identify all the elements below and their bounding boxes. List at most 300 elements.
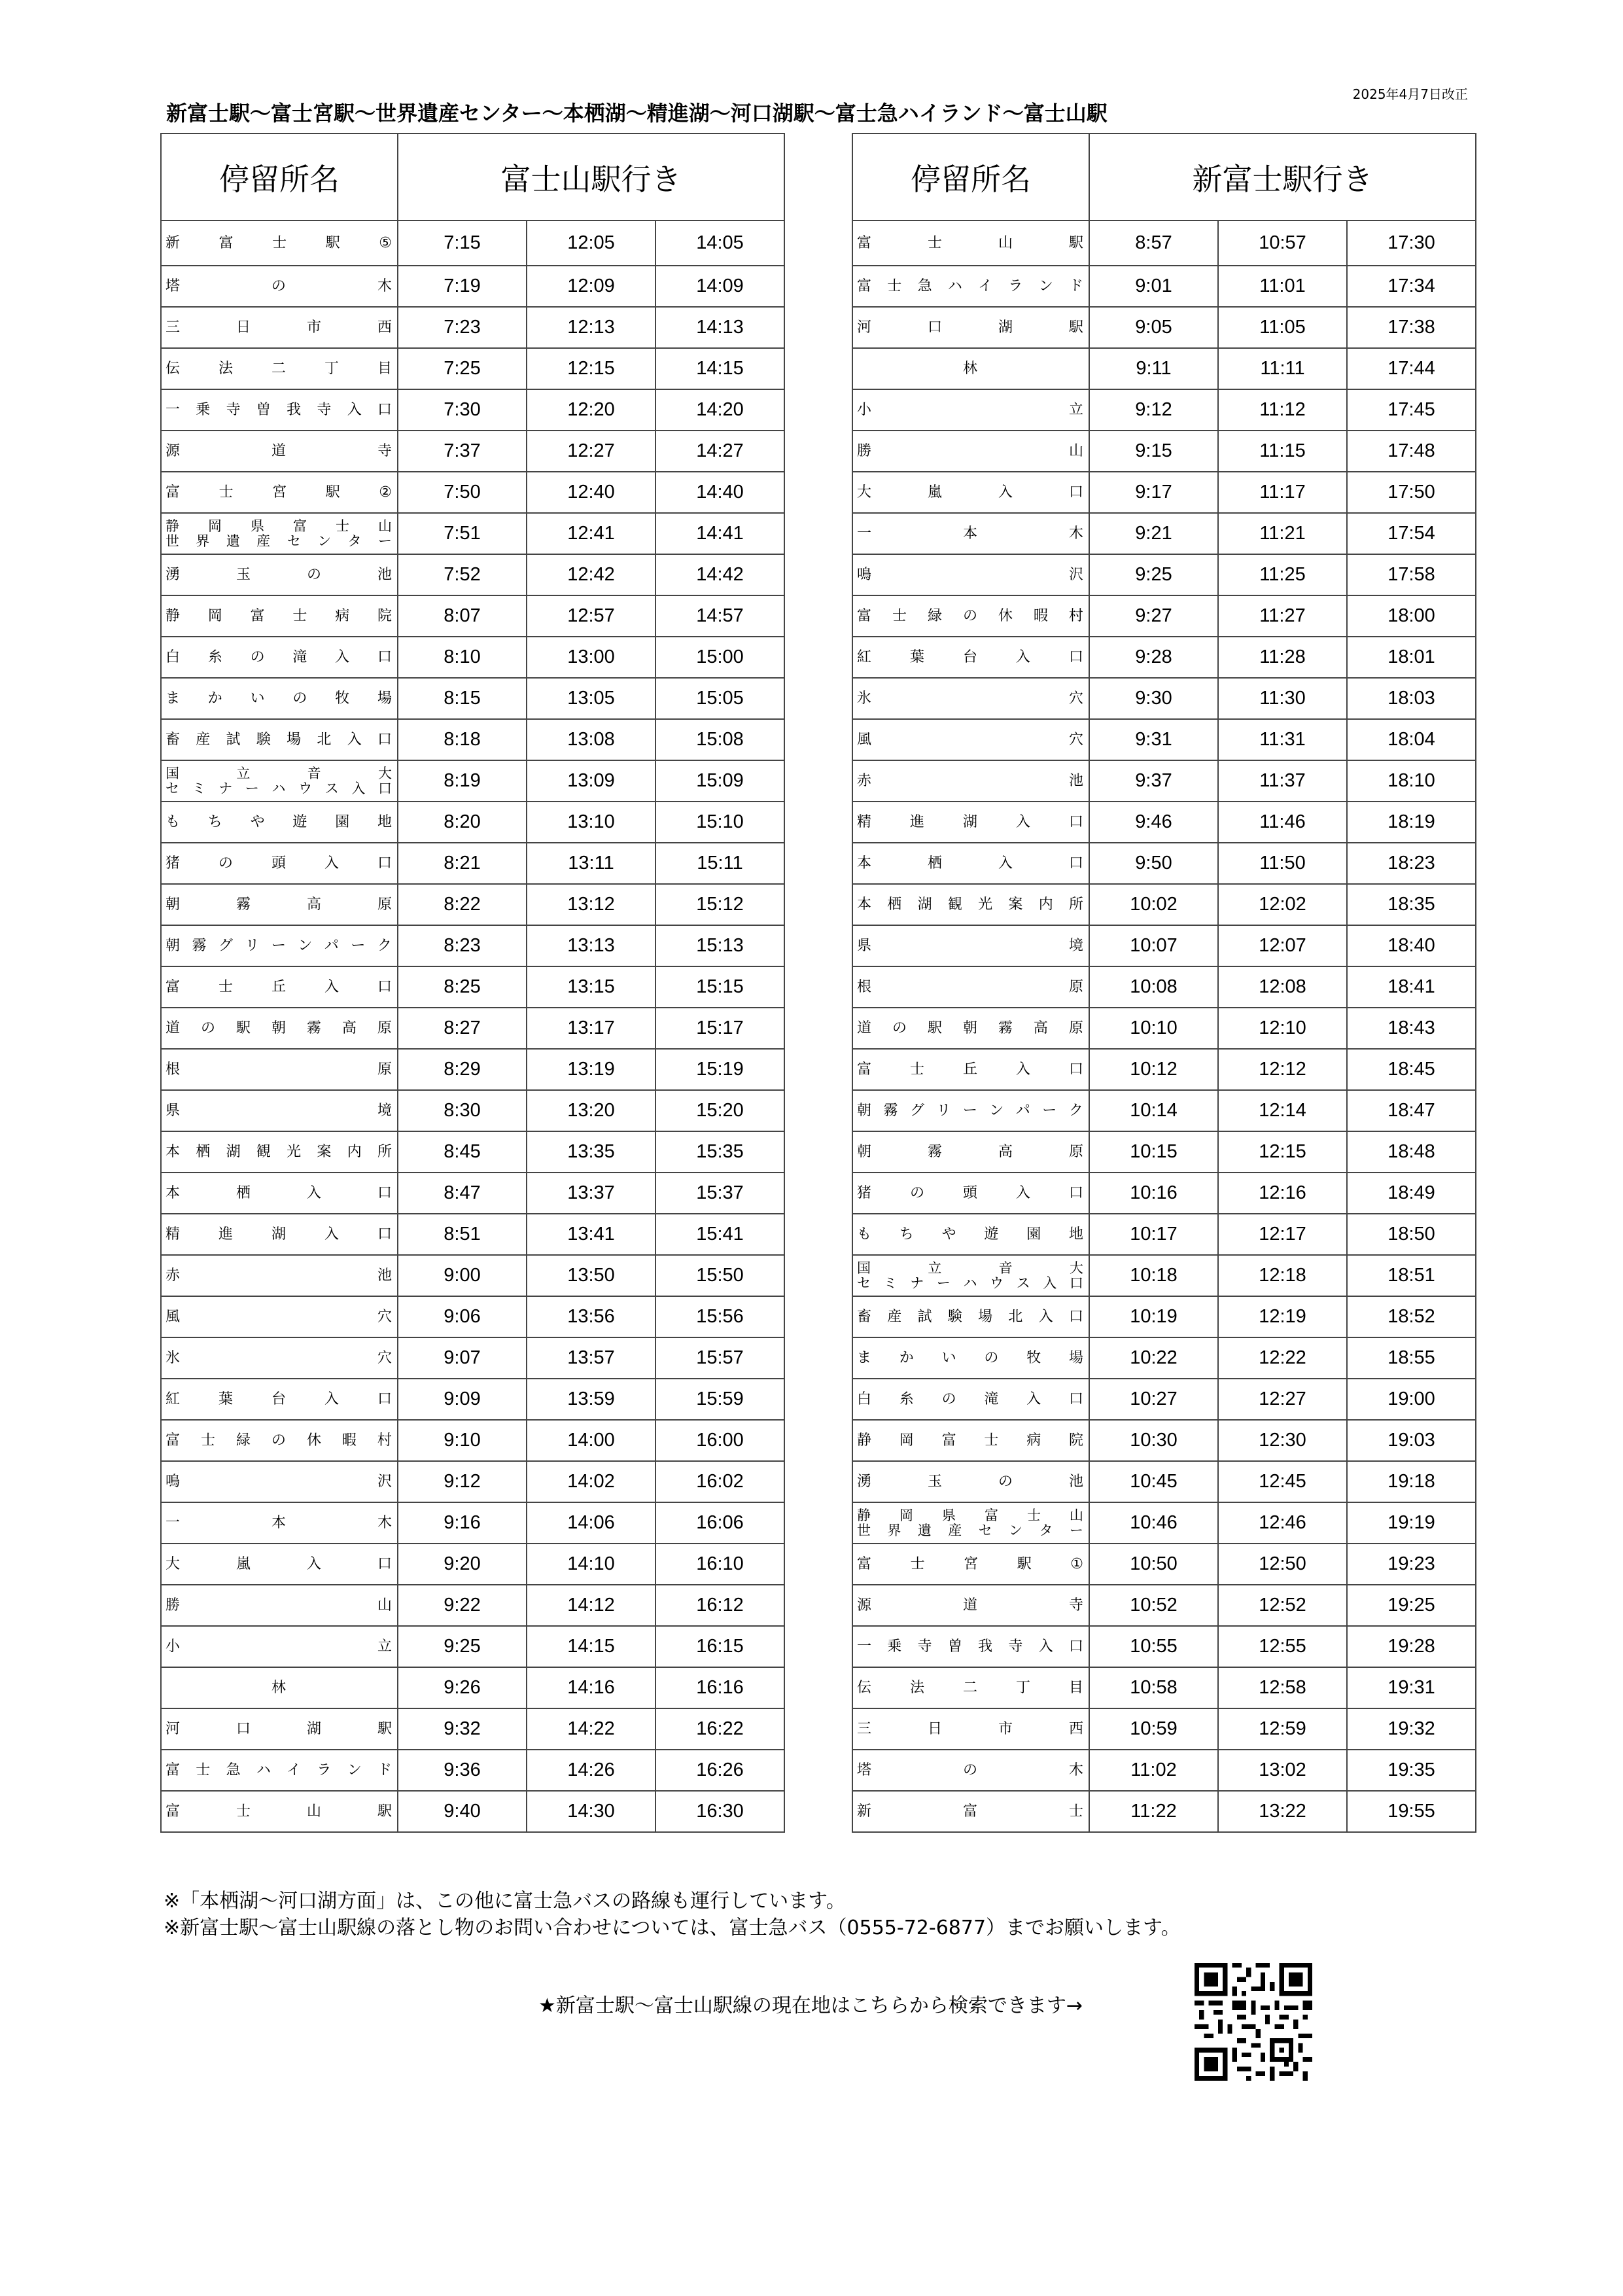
departure-time: 12:15 [527,348,655,389]
timetable-row [161,1379,784,1420]
departure-time: 11:05 [1218,307,1347,348]
departure-time: 16:30 [655,1791,784,1832]
departure-time: 7:30 [398,389,527,431]
stop-cell [161,925,398,966]
stop-name: 林 [271,1679,286,1696]
stop-name: 畜 産 試 験 場 北 入 口 [857,1308,1083,1325]
departure-time: 9:27 [1089,595,1218,637]
departure-time: 10:07 [1089,925,1218,966]
timetable-row [852,1750,1476,1791]
stop-name-line: 国 立 音 大 [857,1260,1083,1276]
departure-time: 15:41 [655,1214,784,1255]
departure-time: 9:25 [1089,554,1218,595]
stop-header: 停留所名 [852,133,1089,221]
departure-time: 10:12 [1089,1049,1218,1090]
stop-name-line: 国 立 音 大 [166,766,392,781]
departure-time: 19:18 [1347,1461,1476,1502]
departure-time: 18:03 [1347,678,1476,719]
departure-time: 11:01 [1218,266,1347,307]
timetable-row [161,348,784,389]
departure-time: 11:27 [1218,595,1347,637]
departure-time: 15:15 [655,966,784,1008]
departure-time: 14:15 [655,348,784,389]
stop-name: 湧 玉 の 池 [857,1473,1083,1490]
stop-cell [161,1750,398,1791]
outbound-timetable [160,133,785,1833]
departure-time: 14:26 [527,1750,655,1791]
departure-time: 12:19 [1218,1296,1347,1337]
stop-name: 源 道 寺 [166,442,392,459]
timetable-row [852,348,1476,389]
departure-time: 16:10 [655,1544,784,1585]
departure-time: 12:55 [1218,1626,1347,1667]
stop-name: 源 道 寺 [857,1597,1083,1614]
timetable-row [852,1708,1476,1750]
stop-cell [161,843,398,884]
timetable-row [161,1544,784,1585]
timetable-row [852,1049,1476,1090]
departure-time: 19:00 [1347,1379,1476,1420]
note-line: ※新富士駅〜富士山駅線の落とし物のお問い合わせについては、富士急バス（0555-72-6877）までお願いします。 [164,1916,1181,1939]
departure-time: 14:22 [527,1708,655,1750]
stop-cell [852,802,1089,843]
departure-time: 19:19 [1347,1502,1476,1544]
departure-time: 11:37 [1218,760,1347,802]
departure-time: 15:05 [655,678,784,719]
departure-time: 11:31 [1218,719,1347,760]
departure-time: 9:01 [1089,266,1218,307]
timetable-row [852,472,1476,513]
stop-name: 林 [962,360,977,377]
stop-cell [161,1214,398,1255]
stop-name: 県 境 [857,937,1083,954]
timetable-row [852,595,1476,637]
departure-time: 13:05 [527,678,655,719]
stop-cell [161,554,398,595]
departure-time: 18:41 [1347,966,1476,1008]
departure-time: 12:50 [1218,1544,1347,1585]
timetable-row [852,637,1476,678]
stop-cell [161,966,398,1008]
stop-cell [161,1090,398,1131]
timetable-row [161,1750,784,1791]
stop-cell [161,678,398,719]
stop-cell [852,595,1089,637]
departure-time: 16:12 [655,1585,784,1626]
stop-cell [852,1502,1089,1544]
departure-time: 18:47 [1347,1090,1476,1131]
stop-name: 紅 葉 台 入 口 [166,1390,392,1407]
departure-time: 15:19 [655,1049,784,1090]
departure-time: 15:35 [655,1131,784,1173]
departure-time: 13:22 [1218,1791,1347,1832]
stop-name: 本 栖 湖 観 光 案 内 所 [166,1143,392,1160]
stop-cell [161,884,398,925]
departure-time: 9:06 [398,1296,527,1337]
stop-cell [161,1379,398,1420]
timetable-row [161,472,784,513]
stop-cell [852,389,1089,431]
timetable-row [161,1667,784,1708]
departure-time: 9:15 [1089,431,1218,472]
stop-name: 塔 の 木 [857,1761,1083,1778]
stop-name: 白 糸 の 滝 入 口 [166,648,392,665]
qr-code-icon[interactable] [1195,1963,1312,2081]
departure-time: 15:17 [655,1008,784,1049]
timetable-row [161,678,784,719]
departure-time: 10:08 [1089,966,1218,1008]
departure-time: 13:13 [527,925,655,966]
departure-time: 12:20 [527,389,655,431]
departure-time: 15:09 [655,760,784,802]
timetable-row [852,1544,1476,1585]
departure-time: 11:25 [1218,554,1347,595]
departure-time: 12:59 [1218,1708,1347,1750]
route-title: 新富士駅〜富士宮駅〜世界遺産センター〜本栖湖〜精進湖〜河口湖駅〜富士急ハイランド〜富士山駅 [166,101,1108,126]
departure-time: 14:42 [655,554,784,595]
departure-time: 11:28 [1218,637,1347,678]
departure-time: 19:03 [1347,1420,1476,1461]
stop-name: 一 本 木 [166,1514,392,1531]
stop-cell [161,637,398,678]
departure-time: 8:27 [398,1008,527,1049]
timetable-row [852,513,1476,554]
departure-time: 9:17 [1089,472,1218,513]
stop-name: 静 岡 富 士 病 院 [857,1432,1083,1449]
departure-time: 8:15 [398,678,527,719]
timetable-row [852,1667,1476,1708]
stop-name: 一 乗 寺 曽 我 寺 入 口 [857,1638,1083,1655]
departure-time: 18:04 [1347,719,1476,760]
departure-time: 19:35 [1347,1750,1476,1791]
notes [164,1888,1181,1941]
timetable-row [852,1791,1476,1832]
departure-time: 14:06 [527,1502,655,1544]
departure-time: 7:52 [398,554,527,595]
departure-time: 9:05 [1089,307,1218,348]
departure-time: 7:37 [398,431,527,472]
stop-name: 鳴 沢 [857,566,1083,583]
departure-time: 11:02 [1089,1750,1218,1791]
stop-name: 白 糸 の 滝 入 口 [857,1390,1083,1407]
departure-time: 9:12 [1089,389,1218,431]
departure-time: 8:30 [398,1090,527,1131]
departure-time: 10:52 [1089,1585,1218,1626]
stop-cell [852,1296,1089,1337]
stop-cell [852,348,1089,389]
departure-time: 18:52 [1347,1296,1476,1337]
timetable-row [852,221,1476,266]
departure-time: 18:00 [1347,595,1476,637]
timetable-row [161,884,784,925]
departure-time: 10:45 [1089,1461,1218,1502]
stop-name: 新 富 士 駅 ⑤ [166,234,392,251]
timetable-row [852,760,1476,802]
stop-cell [852,884,1089,925]
departure-time: 7:15 [398,221,527,266]
departure-time: 13:09 [527,760,655,802]
stop-name: 富 士 丘 入 口 [857,1061,1083,1078]
departure-time: 14:10 [527,1544,655,1585]
departure-time: 11:46 [1218,802,1347,843]
stop-cell [161,1626,398,1667]
departure-time: 11:21 [1218,513,1347,554]
departure-time: 10:22 [1089,1337,1218,1379]
departure-time: 9:40 [398,1791,527,1832]
departure-time: 16:02 [655,1461,784,1502]
direction-header: 富士山駅行き [398,133,784,221]
timetable-row [161,513,784,554]
departure-time: 9:25 [398,1626,527,1667]
stop-name: も ち や 遊 園 地 [166,813,392,830]
stop-cell [161,221,398,266]
stop-cell [852,221,1089,266]
departure-time: 11:30 [1218,678,1347,719]
departure-time: 13:02 [1218,1750,1347,1791]
stop-name-line: 静 岡 県 富 士 山 [857,1508,1083,1523]
stop-cell [161,595,398,637]
timetable-row [161,1131,784,1173]
timetable-row [852,389,1476,431]
direction-header: 新富士駅行き [1089,133,1476,221]
departure-time: 18:35 [1347,884,1476,925]
stop-header: 停留所名 [161,133,398,221]
note-line: ※「本栖湖〜河口湖方面」は、この他に富士急バスの路線も運行しています。 [164,1890,846,1913]
stop-cell [852,1420,1089,1461]
departure-time: 19:31 [1347,1667,1476,1708]
departure-time: 8:23 [398,925,527,966]
stop-name: 畜 産 試 験 場 北 入 口 [166,731,392,748]
stop-name: 静 岡 富 士 病 院 [166,607,392,624]
stop-cell [161,1049,398,1090]
departure-time: 16:26 [655,1750,784,1791]
departure-time: 11:15 [1218,431,1347,472]
stop-cell [852,843,1089,884]
departure-time: 8:45 [398,1131,527,1173]
stop-name: 根 原 [166,1061,392,1078]
stop-cell [161,1502,398,1544]
departure-time: 12:02 [1218,884,1347,925]
departure-time: 16:06 [655,1502,784,1544]
departure-time: 12:45 [1218,1461,1347,1502]
stop-name: 精 進 湖 入 口 [857,813,1083,830]
departure-time: 15:56 [655,1296,784,1337]
timetable-row [161,1708,784,1750]
timetable-row [852,1173,1476,1214]
stop-cell [852,966,1089,1008]
stop-name: 一 乗 寺 曽 我 寺 入 口 [166,401,392,418]
timetable-row [852,1585,1476,1626]
stop-cell [161,1544,398,1585]
stop-cell [161,472,398,513]
departure-time: 16:00 [655,1420,784,1461]
departure-time: 8:57 [1089,221,1218,266]
departure-time: 13:50 [527,1255,655,1296]
timetable-row [852,884,1476,925]
stop-name: ま か い の 牧 場 [857,1349,1083,1366]
stop-cell [852,1667,1089,1708]
timetable-row [852,307,1476,348]
departure-time: 17:50 [1347,472,1476,513]
stop-cell [852,1090,1089,1131]
departure-time: 9:32 [398,1708,527,1750]
stop-cell [852,1214,1089,1255]
departure-time: 9:30 [1089,678,1218,719]
timetable-row [161,1090,784,1131]
stop-name: 猪 の 頭 入 口 [166,855,392,872]
departure-time: 13:57 [527,1337,655,1379]
departure-time: 8:19 [398,760,527,802]
stop-name: 根 原 [857,978,1083,995]
departure-time: 15:08 [655,719,784,760]
stop-cell [161,1461,398,1502]
departure-time: 12:52 [1218,1585,1347,1626]
departure-time: 10:18 [1089,1255,1218,1296]
departure-time: 10:27 [1089,1379,1218,1420]
timetable-row [852,678,1476,719]
timetable-row [161,431,784,472]
qr-caption: ★新富士駅〜富士山駅線の現在地はこちらから検索できます→ [538,1994,1083,2017]
departure-time: 18:49 [1347,1173,1476,1214]
departure-time: 9:11 [1089,348,1218,389]
departure-time: 12:13 [527,307,655,348]
stop-cell [852,1461,1089,1502]
timetable-row [161,389,784,431]
stop-name: 河 口 湖 駅 [166,1720,392,1737]
departure-time: 15:00 [655,637,784,678]
departure-time: 14:20 [655,389,784,431]
departure-time: 17:38 [1347,307,1476,348]
stop-cell [161,1255,398,1296]
timetable-row [161,1420,784,1461]
departure-time: 12:10 [1218,1008,1347,1049]
departure-time: 10:59 [1089,1708,1218,1750]
stop-cell [161,1585,398,1626]
stop-name: 県 境 [166,1102,392,1119]
departure-time: 9:12 [398,1461,527,1502]
departure-time: 18:23 [1347,843,1476,884]
stop-name: 本 栖 湖 観 光 案 内 所 [857,896,1083,913]
departure-time: 8:20 [398,802,527,843]
departure-time: 12:58 [1218,1667,1347,1708]
departure-time: 14:13 [655,307,784,348]
stop-name: 富 士 緑 の 休 暇 村 [166,1432,392,1449]
stop-cell [852,307,1089,348]
timetable-row [161,802,784,843]
departure-time: 18:50 [1347,1214,1476,1255]
departure-time: 14:30 [527,1791,655,1832]
timetable-row [852,1008,1476,1049]
stop-name: 三 日 市 西 [857,1720,1083,1737]
stop-cell [161,513,398,554]
departure-time: 13:59 [527,1379,655,1420]
departure-time: 17:58 [1347,554,1476,595]
stop-name: 勝 山 [857,442,1083,459]
timetable-row [161,1173,784,1214]
stop-name: 本 栖 入 口 [857,855,1083,872]
departure-time: 14:05 [655,221,784,266]
departure-time: 12:05 [527,221,655,266]
departure-time: 12:41 [527,513,655,554]
departure-time: 9:31 [1089,719,1218,760]
departure-time: 12:30 [1218,1420,1347,1461]
timetable-row [161,1296,784,1337]
departure-time: 15:11 [655,843,784,884]
stop-name: ま か い の 牧 場 [166,690,392,707]
stop-cell [852,431,1089,472]
timetable-row [161,266,784,307]
departure-time: 13:17 [527,1008,655,1049]
stop-name: 道 の 駅 朝 霧 高 原 [857,1019,1083,1036]
departure-time: 15:12 [655,884,784,925]
departure-time: 13:00 [527,637,655,678]
departure-time: 15:59 [655,1379,784,1420]
stop-cell [161,389,398,431]
stop-cell [161,1008,398,1049]
departure-time: 18:43 [1347,1008,1476,1049]
timetable-row [161,843,784,884]
timetable-row [161,1502,784,1544]
departure-time: 12:15 [1218,1131,1347,1173]
departure-time: 8:25 [398,966,527,1008]
stop-name: 風 穴 [166,1308,392,1325]
departure-time: 10:58 [1089,1667,1218,1708]
timetable-row [852,843,1476,884]
departure-time: 14:15 [527,1626,655,1667]
stop-name: 赤 池 [166,1267,392,1284]
timetable-row [161,595,784,637]
stop-cell [852,1791,1089,1832]
departure-time: 13:19 [527,1049,655,1090]
stop-name: 紅 葉 台 入 口 [857,648,1083,665]
departure-time: 10:15 [1089,1131,1218,1173]
departure-time: 9:21 [1089,513,1218,554]
departure-time: 17:44 [1347,348,1476,389]
timetable-row [161,554,784,595]
stop-cell [852,1131,1089,1173]
departure-time: 8:22 [398,884,527,925]
departure-time: 9:16 [398,1502,527,1544]
departure-time: 7:23 [398,307,527,348]
departure-time: 14:00 [527,1420,655,1461]
departure-time: 9:50 [1089,843,1218,884]
departure-time: 9:07 [398,1337,527,1379]
timetable-row [852,925,1476,966]
stop-name: 塔 の 木 [166,277,392,294]
timetable-row [161,719,784,760]
departure-time: 14:27 [655,431,784,472]
stop-name: 富 士 山 駅 [166,1803,392,1820]
departure-time: 7:19 [398,266,527,307]
stop-cell [161,802,398,843]
departure-time: 15:57 [655,1337,784,1379]
stop-name: 新 富 士 [857,1803,1083,1820]
departure-time: 12:16 [1218,1173,1347,1214]
stop-name: 精 進 湖 入 口 [166,1226,392,1243]
stop-name-line: 静 岡 県 富 士 山 [166,518,392,534]
stop-name: 鳴 沢 [166,1473,392,1490]
departure-time: 7:50 [398,472,527,513]
departure-time: 9:10 [398,1420,527,1461]
departure-time: 18:01 [1347,637,1476,678]
departure-time: 10:19 [1089,1296,1218,1337]
stop-name: 富 士 宮 駅 ① [857,1555,1083,1572]
timetable-row [852,266,1476,307]
departure-time: 8:07 [398,595,527,637]
departure-time: 10:57 [1218,221,1347,266]
departure-time: 18:55 [1347,1337,1476,1379]
stop-cell [852,1750,1089,1791]
